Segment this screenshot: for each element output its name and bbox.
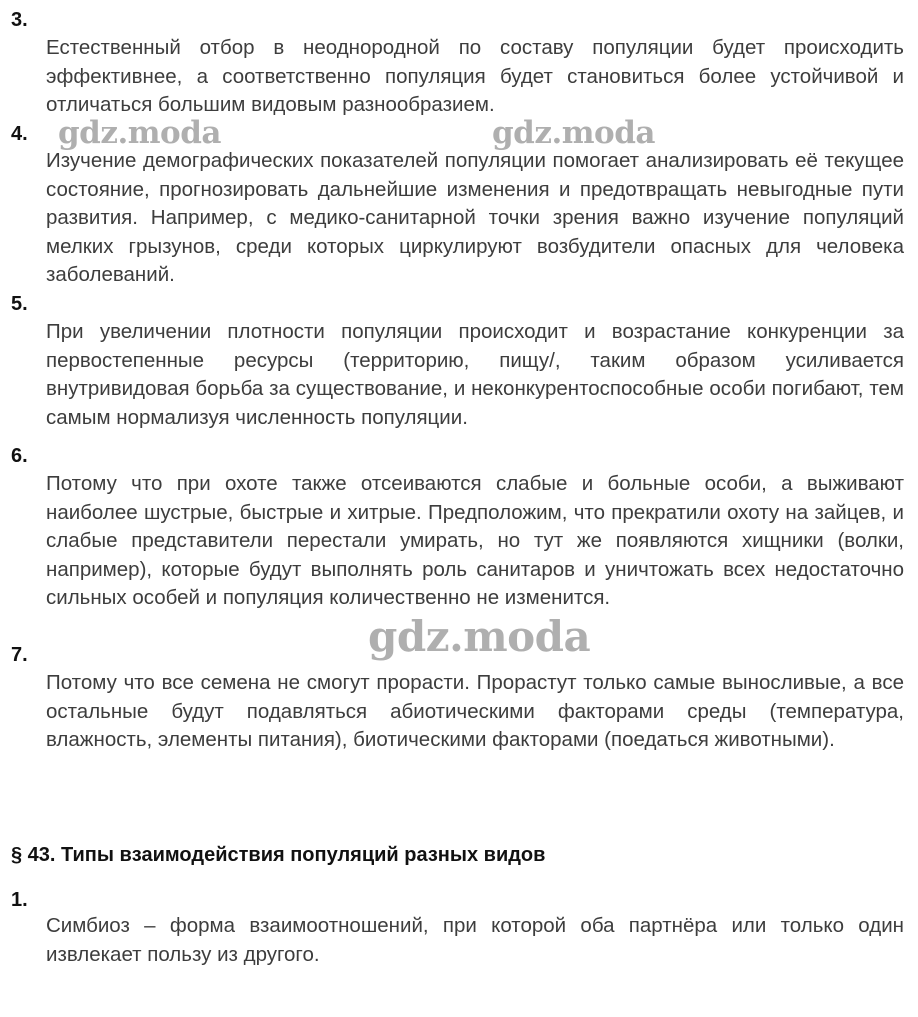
item-number-3: 3.: [11, 9, 28, 31]
watermark-logo: gdz.moda: [58, 115, 221, 151]
answer-paragraph-5: При увеличении плотности популяции происходит и возрастание конкуренции за первостепенные ресурсы (территорию, пищу/, таким образом усиливается внутривидовая борьба за существование, и неконкурентоспособные особи погибают, тем самым нормализуя численность популяции.: [46, 320, 904, 429]
item-number-5: 5.: [11, 293, 28, 315]
watermark-logo: gdz.moda: [368, 612, 591, 661]
answer-paragraph-3: Естественный отбор в неоднородной по составу популяции будет происходить эффективнее, а соответственно популяция будет становиться более устойчивой и отличаться большим видовым разнообразием.: [46, 36, 904, 117]
answer-paragraph-6: Потому что при охоте также отсеиваются слабые и больные особи, а выживают наиболее шустрые, быстрые и хитрые. Предположим, что прекратили охоту на зайцев, и слабые представители перестали умирать, но тут же появляются хищники (волки, например), которые будут выполнять роль санитаров и уничтожать всех недостаточно сильных особей и популяция количественно не изменится.: [46, 472, 904, 610]
item-number-7: 7.: [11, 644, 28, 666]
section-heading: § 43. Типы взаимодействия популяций разных видов: [11, 844, 546, 866]
item-number-6: 6.: [11, 445, 28, 467]
answer-paragraph-4: Изучение демографических показателей популяции помогает анализировать её текущее состояние, прогнозировать дальнейшие изменения и предотвращать невыгодные пути развития. Например, с медико-санитарной точки зрения важно изучение популяций мелких грызунов, среди которых циркулируют возбудители опасных для человека заболеваний.: [46, 149, 904, 287]
answer-paragraph-7: Потому что все семена не смогут прорасти. Прорастут только самые выносливые, а все остальные будут подавляться абиотическими факторами среды (температура, влажность, элементы питания), биотическими факторами (поедаться животными).: [46, 671, 904, 752]
section-item-number-1: 1.: [11, 889, 28, 911]
watermark-logo: gdz.moda: [492, 115, 655, 151]
item-number-4: 4.: [11, 123, 28, 145]
section-answer-paragraph-1: Симбиоз – форма взаимоотношений, при которой оба партнёра или только один извлекает пользу из другого.: [46, 914, 904, 966]
